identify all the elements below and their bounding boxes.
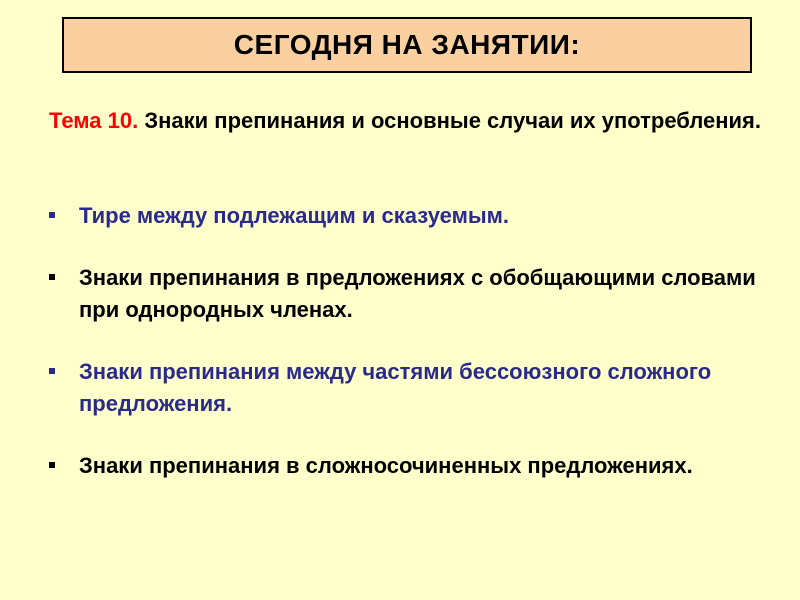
bullet-item xyxy=(49,356,763,420)
bullet-text: Тире между подлежащим и сказуемым. xyxy=(79,203,510,228)
bullet-item xyxy=(49,450,763,482)
topic-line xyxy=(49,105,763,137)
square-bullet-icon xyxy=(49,274,55,280)
square-bullet-icon xyxy=(49,462,55,468)
bullet-item xyxy=(49,200,763,232)
bullet-text: Знаки препинания между частями бессоюзного сложного предложения. xyxy=(79,359,712,416)
bullet-text: Знаки препинания в предложениях с обобщающими словами при однородных членах. xyxy=(79,265,756,322)
bullet-text: Знаки препинания в сложносочиненных предложениях. xyxy=(79,453,693,478)
topic-label: Тема 10. xyxy=(49,108,139,133)
bullet-list xyxy=(49,200,763,482)
topic-text: Знаки препинания и основные случаи их употребления. xyxy=(144,108,762,133)
square-bullet-icon xyxy=(49,368,55,374)
bullet-item xyxy=(49,262,763,326)
slide-title: СЕГОДНЯ НА ЗАНЯТИИ: xyxy=(233,29,581,60)
title-box xyxy=(62,17,752,73)
square-bullet-icon xyxy=(49,212,55,218)
